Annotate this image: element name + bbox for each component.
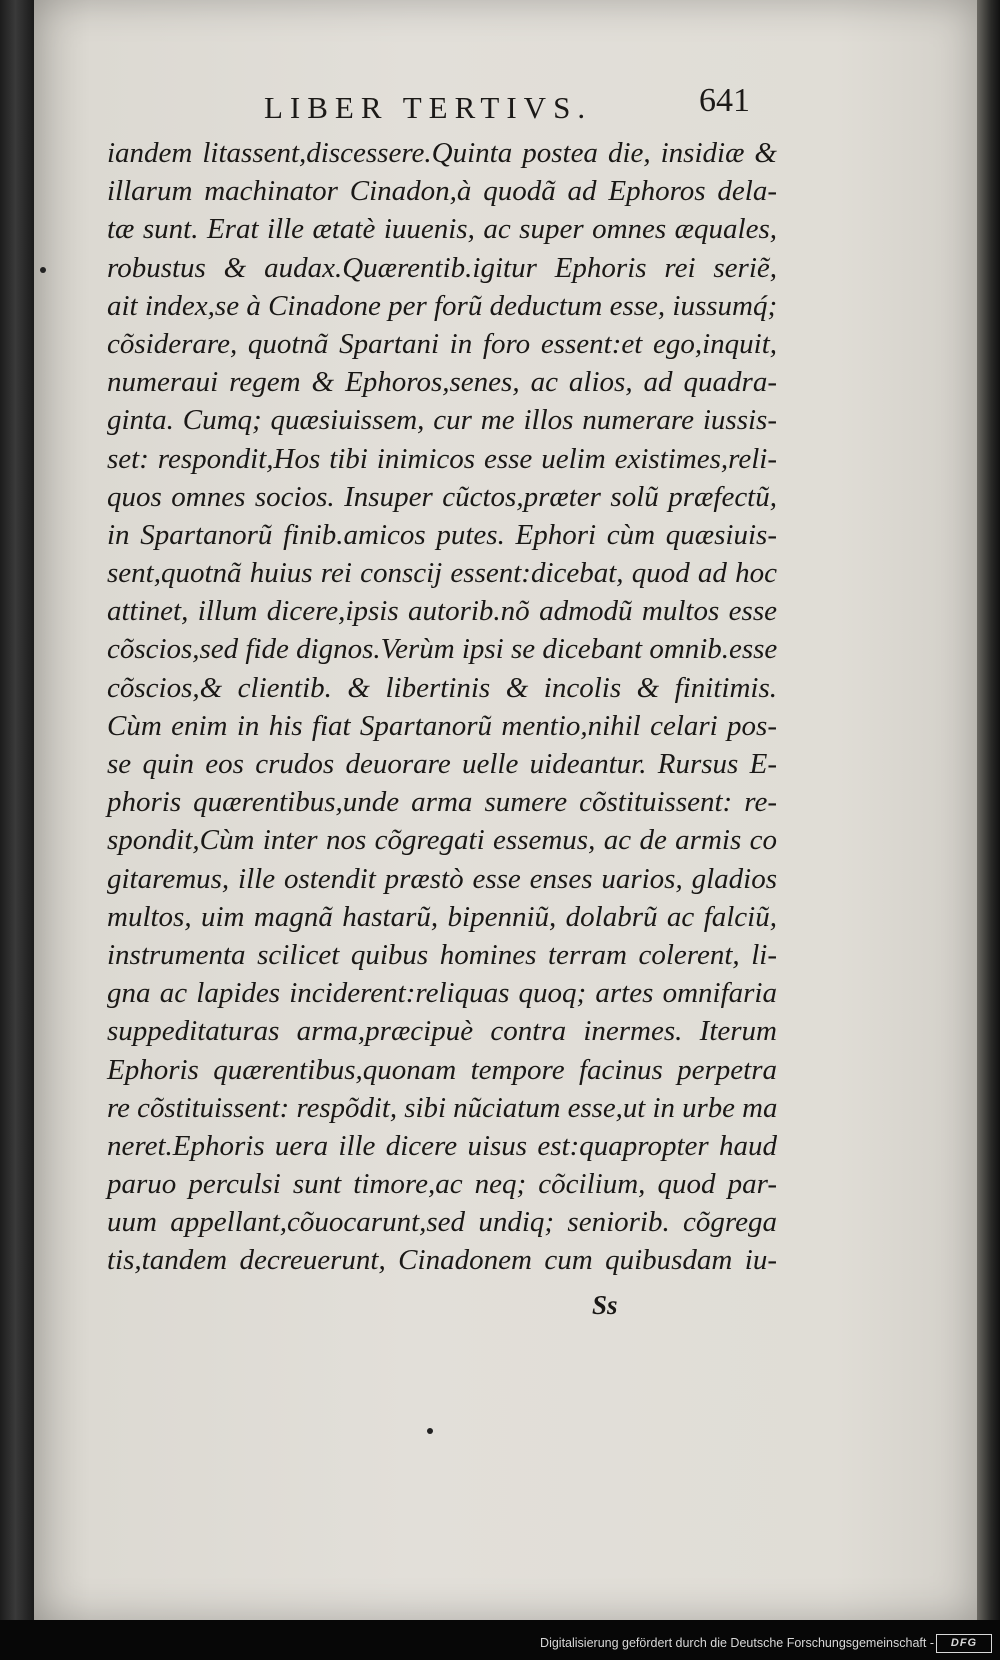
text-line: cõsiderare, quotnã Spartani in foro essent:et ego,inquit, — [107, 327, 777, 360]
page-dot — [427, 1428, 433, 1434]
footer-bar — [0, 1620, 1000, 1660]
running-head: LIBER TERTIVS. — [264, 90, 593, 125]
text-line: numeraui regem & Ephoros,senes, ac alios, ad quadra- — [107, 366, 777, 399]
text-line: set: respondit,Hos tibi inimicos esse uelim existimes,reli- — [107, 442, 777, 475]
text-line: iandem litassent,discessere.Quinta postea die, insidiæ & — [107, 137, 777, 169]
text-line: tis,tandem decreuerunt, Cinadonem cum quibusdam iu- — [107, 1244, 777, 1277]
text-line: ginta. Cumq; quæsiuissem, cur me illos numerare iussis- — [107, 404, 777, 437]
text-line: spondit,Cùm inter nos cõgregati essemus, ac de armis co — [107, 824, 777, 857]
text-line: phoris quærentibus,unde arma sumere cõstituissent: re- — [107, 786, 777, 819]
text-line: se quin eos crudos deuorare uelle uideantur. Rursus E- — [107, 748, 777, 780]
text-block — [107, 134, 777, 1280]
text-line: sent,quotnã huius rei conscij essent:dicebat, quod ad hoc — [107, 557, 777, 590]
text-line: neret.Ephoris uera ille dicere uisus est:quapropter haud — [107, 1129, 777, 1162]
text-line: in Spartanorũ finib.amicos putes. Ephori cùm quæsiuis- — [107, 518, 777, 551]
text-line: gna ac lapides inciderent:reliquas quoq; artes omnifaria — [107, 977, 777, 1010]
text-line: gitaremus, ille ostendit præstò esse enses uarios, gladios — [107, 862, 777, 895]
text-line: re cõstituissent: respõdit, sibi nũciatum esse,ut in urbe ma — [107, 1091, 778, 1124]
text-line: instrumenta scilicet quibus homines terram colerent, li- — [107, 938, 777, 971]
text-line: cõscios,& clientib. & libertinis & incolis & finitimis. — [107, 671, 777, 704]
text-line: uum appellant,cõuocarunt,sed undiq; seniorib. cõgrega — [107, 1206, 777, 1239]
text-line: robustus & audax.Quærentib.igitur Ephoris rei seriẽ, — [107, 251, 777, 284]
page-number: 641 — [699, 82, 750, 119]
text-line: multos, uim magnã hastarũ, bipenniũ, dolabrũ ac falciũ, — [107, 900, 777, 933]
text-line: Cùm enim in his fiat Spartanorũ mentio,nihil celari pos- — [107, 709, 777, 742]
text-line: quos omnes socios. Insuper cũctos,præter solũ præfectũ, — [107, 480, 777, 513]
dfg-logo: DFG — [936, 1634, 992, 1653]
funding-credit: Digitalisierung gefördert durch die Deutsche Forschungsgemeinschaft - — [540, 1636, 934, 1650]
text-line: paruo perculsi sunt timore,ac neq; cõcilium, quod par- — [107, 1168, 777, 1201]
text-line: suppeditaturas arma,præcipuè contra inermes. Iterum — [107, 1015, 777, 1048]
signature-mark: Ss — [592, 1290, 618, 1320]
text-line: tæ sunt. Erat ille ætatè iuuenis, ac super omnes æquales, — [107, 213, 777, 246]
text-line: ait index,se à Cinadone per forũ deductum esse, iussumq́; — [107, 289, 778, 322]
text-line: cõscios,sed fide dignos.Verùm ipsi se dicebant omnib.esse — [107, 633, 778, 666]
book-page — [34, 0, 977, 1620]
text-line: illarum machinator Cinadon,à quodã ad Ephoros dela- — [107, 175, 777, 208]
book-spine — [0, 0, 34, 1660]
text-line: Ephoris quærentibus,quonam tempore facinus perpetra — [107, 1053, 777, 1086]
page-edge — [977, 0, 1000, 1620]
margin-dot — [40, 267, 46, 273]
text-line: attinet, illum dicere,ipsis autorib.nõ admodũ multos esse — [107, 595, 777, 628]
